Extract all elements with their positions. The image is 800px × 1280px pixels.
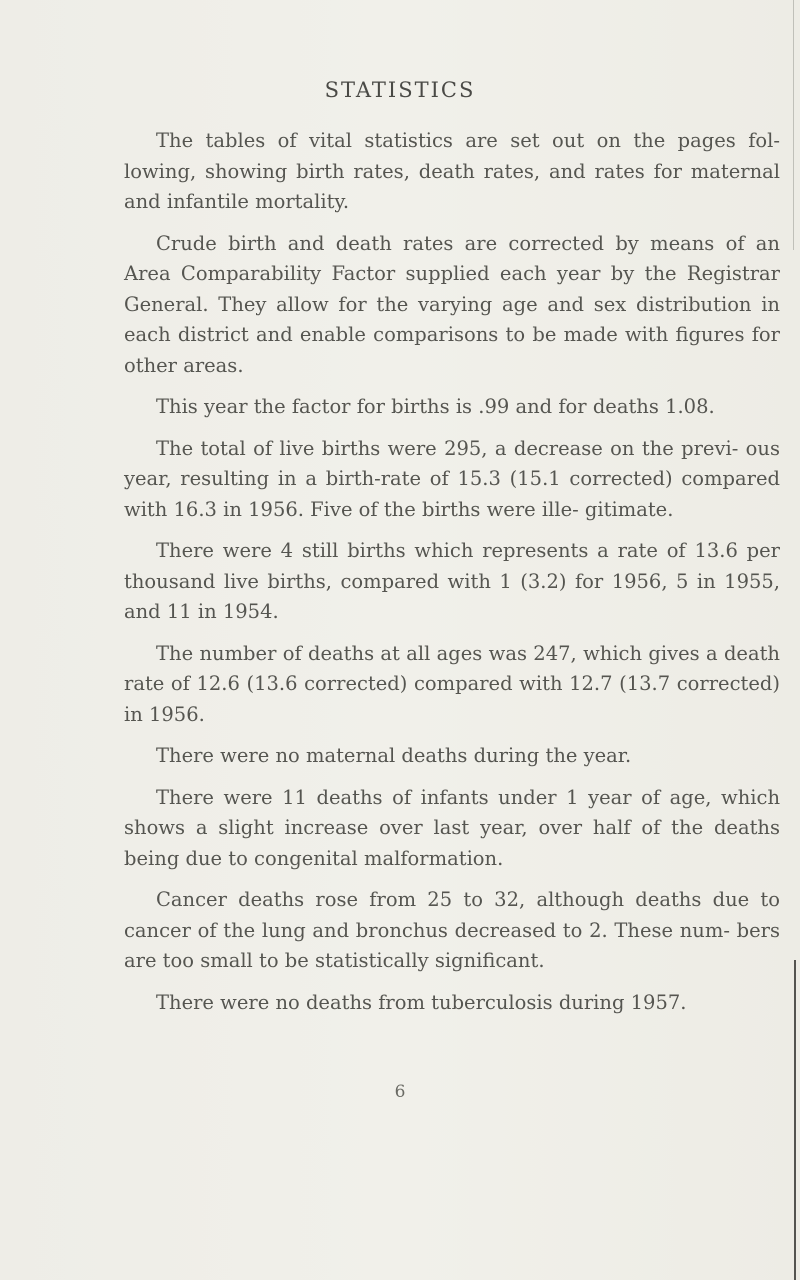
paragraph-cancer-deaths: Cancer deaths rose from 25 to 32, although deaths due to cancer of the lung and bronchus decreased to 2. These num- bers are too small to be statistically significant. [124,888,780,972]
body-text [124,126,780,1029]
page-number: 6 [394,1082,406,1102]
page-title: STATISTICS [324,78,476,102]
paragraph-tables: The tables of vital statistics are set out on the pages fol- lowing, showing birth rates, death rates, and rates for maternal and infantile mortality. [124,129,780,213]
paragraph-factor-values: This year the factor for births is .99 and for deaths 1.08. [156,395,715,418]
paragraph-comparability-factor: Crude birth and death rates are corrected by means of an Area Comparability Factor supplied each year by the Registrar General. They allow for the varying age and sex distribution in each district and enable comparisons to be made with figures for other areas. [124,231,780,377]
paragraph-deaths: The number of deaths at all ages was 247, which gives a death rate of 12.6 (13.6 corrected) compared with 12.7 (13.7 corrected) in 1956. [124,641,780,726]
paragraph-still-births: There were 4 still births which represents a rate of 13.6 per thousand live births, compared with 1 (3.2) for 1956, 5 in 1955, and 11 in 1954. [124,539,780,623]
paragraph-tuberculosis: There were no deaths from tuberculosis during 1957. [156,990,687,1014]
paragraph-live-births: The total of live births were 295, a decrease on the previ- ous year, resulting in a birth-rate of 15.3 (15.1 corrected) compared with 16.3 in 1956. Five of the births were ille- gitimate. [124,436,780,521]
paragraph-infant-deaths: There were 11 deaths of infants under 1 year of age, which shows a slight increase over last year, over half of the deaths being due to congenital malformation. [124,785,780,870]
page-edge-shadow [793,0,794,250]
paragraph-maternal-deaths: There were no maternal deaths during the year. [156,744,632,767]
page-edge-line [794,960,796,1280]
